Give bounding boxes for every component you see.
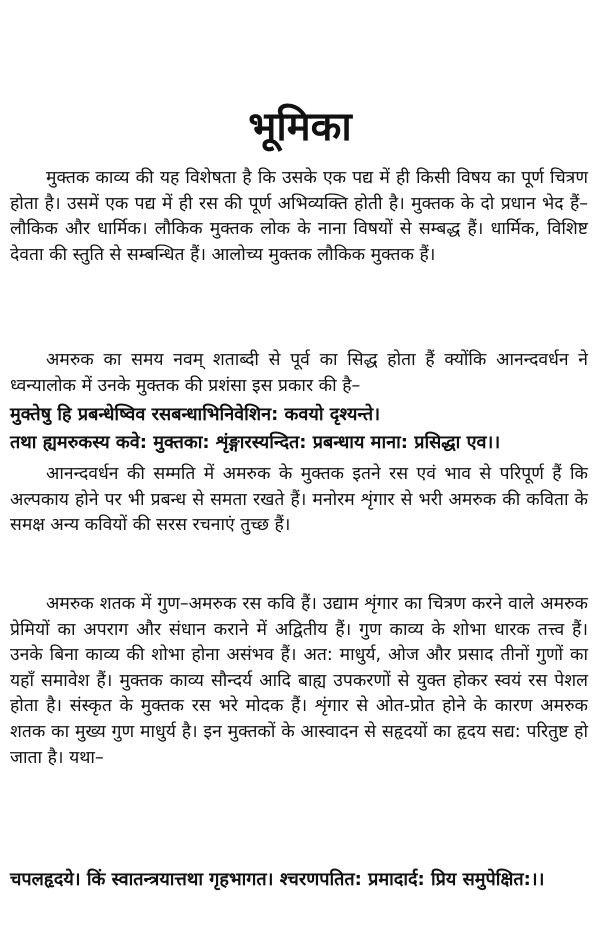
- paragraph-anandavardhan-opinion: आनन्दवर्धन की सम्मति में अमरुक के मुक्तक इतने रस एवं भाव से परिपूर्ण हैं कि अल्पकाय होने पर भी प्रबन्ध से समता रखते हैं। मनोरम शृंगार से भरी अमरुक की कविता के समक्ष अन्य कवियों की सरस रचनाएं तुच्छ हैं।: [10, 464, 588, 536]
- quoted-verse-example: चपलहृदये। किं स्वातन्त्रयात्तथा गृहभागत। श्चरणपतित: प्रमादार्द: प्रिय समुपेक्षित:।।: [10, 869, 545, 890]
- page-title: भूमिका: [248, 103, 352, 150]
- paragraph-amaruk-shatak-guna: अमरुक शतक में गुण–अमरुक रस कवि हैं। उद्याम शृंगार का चित्रण करने वाले अमरुक प्रेमियों का अपराग और संधान कराने में अद्वितीय हैं। गुण काव्य के शोभा धारक तत्त्व हैं। उनके बिना काव्य की शोभा होना असंभव हैं। अत: माधुर्य, ओज और प्रसाद तीनों गुणों का यहाँ समावेश हैं। मुक्तक काव्य सौन्दर्य आदि बाह्य उपकरणों से युक्त होकर स्वयं रस पेशल होता है। संस्कृत के मुक्तक रस भरे मोदक हैं। शृंगार से ओत-प्रोत होने के कारण अमरुक शतक का मुख्य गुण माधुर्य है। इन मुक्तकों के आस्वादन से सहृदयों का हृदय सद्य: परितुष्ट हो जाता है। यथा–: [10, 594, 588, 768]
- paragraph-muktak-definition: मुक्तक काव्य की यह विशेषता है कि उसके एक पद्य में ही किसी विषय का पूर्ण चित्रण होता है। उसमें एक पद्य में ही रस की पूर्ण अभिव्यक्ति होती है। मुक्तक के दो प्रधान भेद हैं–लौकिक और धार्मिक। लौकिक मुक्तक लोक के नाना विषयों से सम्बद्ध हैं। धार्मिक, विशिष्ट देवता की स्तुति से सम्बन्धित हैं। आलोच्य मुक्तक लौकिक मुक्तक हैं।: [10, 168, 588, 265]
- quoted-verse-dhvanyaloka: [10, 401, 590, 457]
- verse-line: तथा ह्यमरुकस्य कवे: मुक्तका: शृंङ्गारस्यन्दित: प्रबन्धाय माना: प्रसिद्धा एव।।: [10, 432, 501, 453]
- verse-line: मुक्तेषु हि प्रबन्धेष्विव रसबन्धाभिनिवेशिन: कवयो दृश्यन्ते।: [10, 404, 381, 425]
- paragraph-amaruk-period: अमरुक का समय नवम् शताब्दी से पूर्व का सिद्ध होता हैं क्योंकि आनन्दवर्धन ने ध्वन्यालोक में उनके मुक्तक की प्रशंसा इस प्रकार की है–: [10, 350, 588, 396]
